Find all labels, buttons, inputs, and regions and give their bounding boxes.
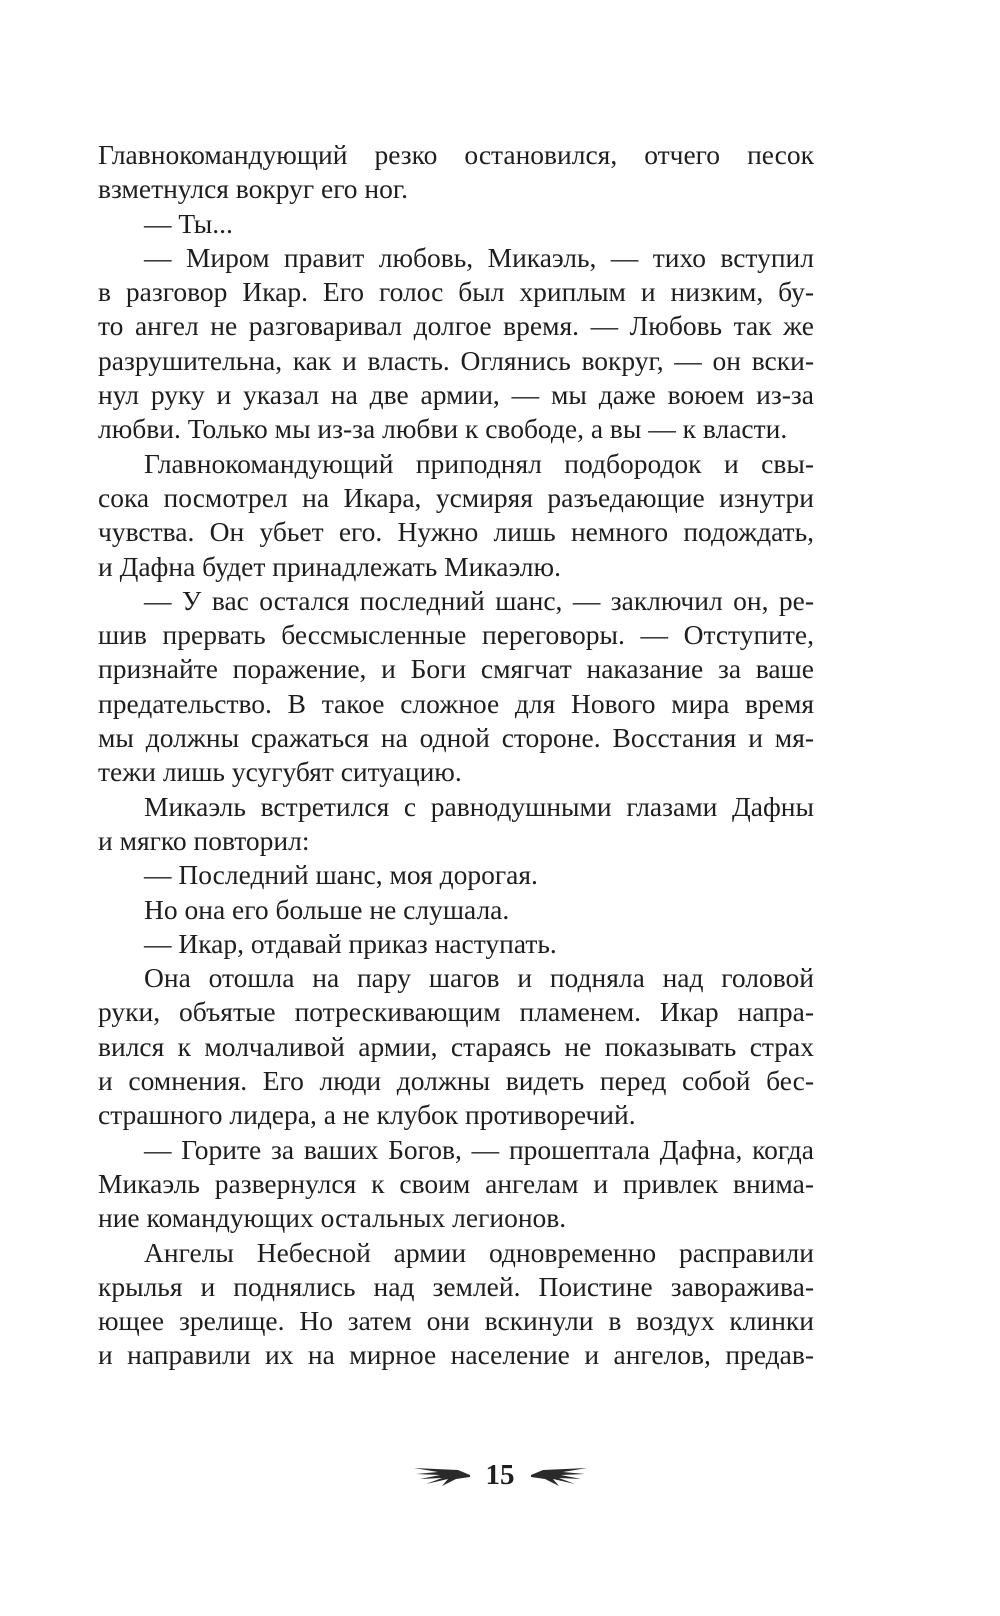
text-line: — У вас остался последний шанс, — заключил он, ре- bbox=[144, 584, 814, 616]
page-footer bbox=[0, 1455, 1000, 1495]
text-line: разрушительна, как и власть. Оглянись вокруг, — он вски- bbox=[98, 344, 814, 376]
wing-right-icon bbox=[529, 1462, 589, 1488]
text-line: предательство. В такое сложное для Нового мира время bbox=[98, 687, 814, 719]
text-line: — Последний шанс, моя дорогая. bbox=[144, 859, 538, 891]
text-line: — Горите за ваших Богов, — прошептала Дафна, когда bbox=[144, 1133, 814, 1165]
text-line: признайте поражение, и Боги смягчат наказание за ваше bbox=[98, 653, 814, 685]
text-line: ющее зрелище. Но затем они вскинули в воздух клинки bbox=[98, 1305, 814, 1337]
text-line: и мягко повторил: bbox=[98, 824, 310, 856]
text-line: и сомнения. Его люди должны видеть перед собой бес- bbox=[98, 1065, 814, 1097]
text-line: Ангелы Небесной армии одновременно расправили bbox=[144, 1236, 814, 1268]
text-line: в разговор Икар. Его голос был хриплым и низким, бу- bbox=[98, 276, 814, 308]
text-line: Микаэль встретился с равнодушными глазами Дафны bbox=[144, 790, 814, 822]
page-number: 15 bbox=[485, 1458, 515, 1491]
page-body bbox=[98, 138, 814, 1373]
text-line: Главнокомандующий приподнял подбородок и свы- bbox=[144, 447, 814, 479]
text-line: тежи лишь усугубят ситуацию. bbox=[98, 756, 462, 788]
text-line: страшного лидера, а не клубок противоречий. bbox=[98, 1099, 636, 1131]
text-line: вился к молчаливой армии, стараясь не показывать страх bbox=[98, 1030, 814, 1062]
text-line: крылья и поднялись над землей. Поистине заворажива- bbox=[98, 1270, 814, 1302]
text-line: ние командующих остальных легионов. bbox=[98, 1202, 567, 1234]
text-line: нул руку и указал на две армии, — мы даже воюем из-за bbox=[98, 379, 814, 411]
text-line: — Ты... bbox=[144, 207, 233, 239]
text-line: руки, объятые потрескивающим пламенем. Икар напра- bbox=[98, 996, 814, 1028]
text-line: — Икар, отдавай приказ наступать. bbox=[144, 927, 557, 959]
text-line: любви. Только мы из-за любви к свободе, а вы — к власти. bbox=[98, 413, 788, 445]
text-line: шив прервать бессмысленные переговоры. — Отступите, bbox=[98, 619, 814, 651]
text-line: то ангел не разговаривал долгое время. — Любовь так же bbox=[98, 310, 814, 342]
wing-left-icon bbox=[412, 1462, 472, 1488]
text-line: Она отошла на пару шагов и подняла над головой bbox=[144, 962, 814, 994]
text-line: мы должны сражаться на одной стороне. Восстания и мя- bbox=[98, 722, 814, 754]
text-line: взметнулся вокруг его ног. bbox=[98, 173, 408, 205]
text-line: и Дафна будет принадлежать Микаэлю. bbox=[98, 550, 561, 582]
text-line: — Миром правит любовь, Микаэль, — тихо вступил bbox=[144, 241, 814, 273]
text-line: сока посмотрел на Икара, усмиряя разъедающие изнутри bbox=[98, 481, 814, 513]
text-line: и направили их на мирное население и ангелов, предав- bbox=[98, 1339, 814, 1371]
text-line: чувства. Он убьет его. Нужно лишь немного подождать, bbox=[98, 516, 814, 548]
text-line: Микаэль развернулся к своим ангелам и привлек внима- bbox=[98, 1167, 814, 1199]
text-line: Но она его больше не слушала. bbox=[144, 893, 510, 925]
text-line: Главнокомандующий резко остановился, отчего песок bbox=[98, 139, 814, 170]
